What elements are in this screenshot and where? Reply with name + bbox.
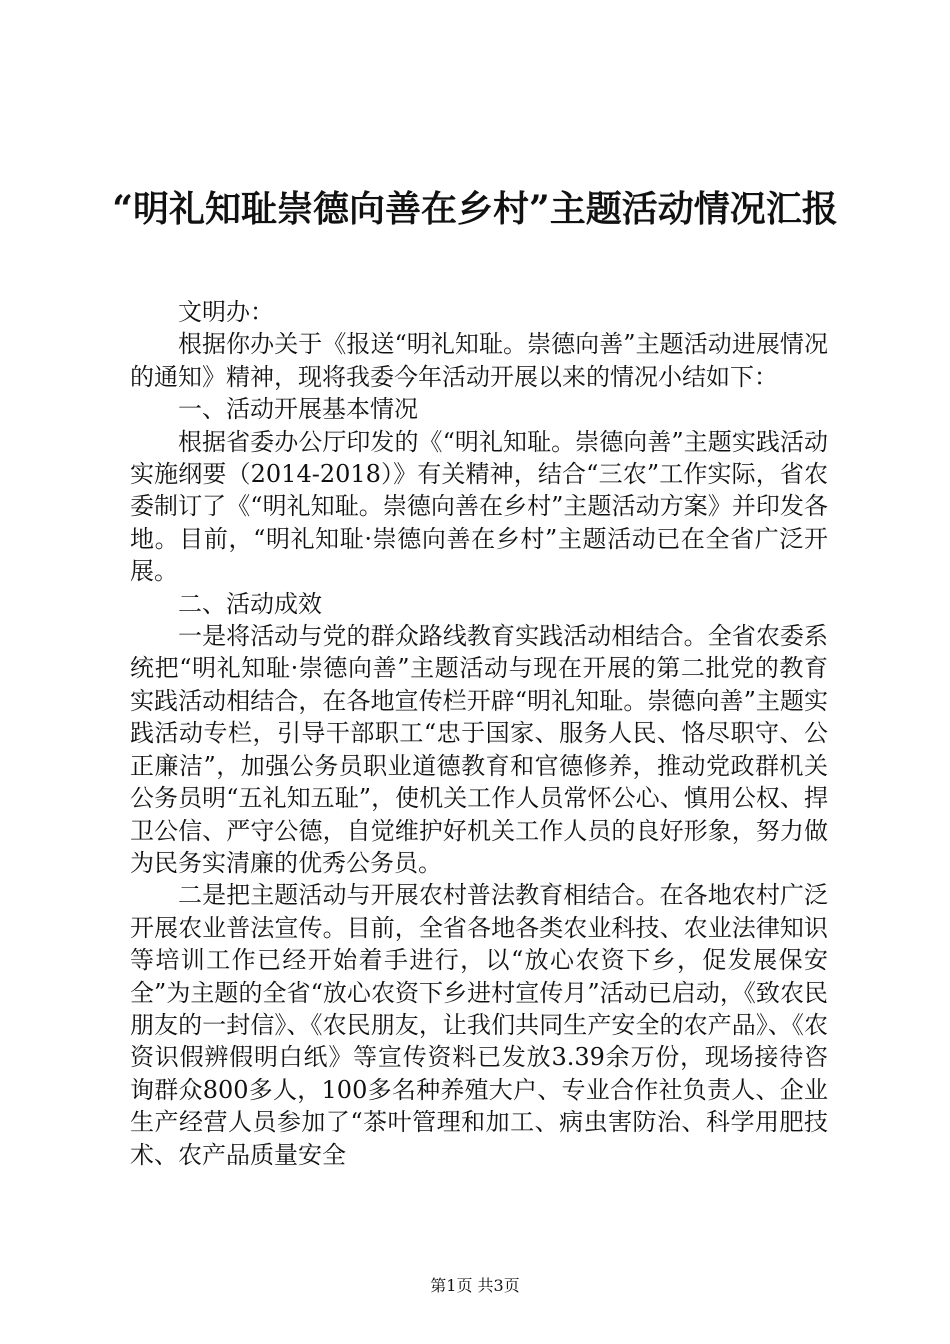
paragraph-basic-situation: 根据省委办公厅印发的《“明礼知耻。崇德向善”主题实践活动实施纲要（2014-2018）》有关精神，结合“三农”工作实际，省农委制订了《“明礼知耻。崇德向善在乡村”主题活动方案》并印发各地。目前，“明礼知耻·崇德向善在乡村”主题活动已在全省广泛开展。 [130, 427, 828, 586]
paragraph-outcome-1: 一是将活动与党的群众路线教育实践活动相结合。全省农委系统把“明礼知耻·崇德向善”主题活动与现在开展的第二批党的教育实践活动相结合，在各地宣传栏开辟“明礼知耻。崇德向善”主题实践活动专栏，引导干部职工“忠于国家、服务人民、恪尽职守、公正廉洁”，加强公务员职业道德教育和官德修养，推动党政群机关公务员明“五礼知五耻”，使机关工作人员常怀公心、慎用公权、捍卫公信、严守公德，自觉维护好机关工作人员的良好形象，努力做为民务实清廉的优秀公务员。 [130, 622, 828, 877]
section-heading-2: 二、活动成效 [178, 589, 322, 618]
paragraph-outcome-2: 二是把主题活动与开展农村普法教育相结合。在各地农村广泛开展农业普法宣传。目前，全省各地各类农业科技、农业法律知识等培训工作已经开始着手进行，以“放心农资下乡，促发展保安全”为主题的全省“放心农资下乡进村宣传月”活动已启动，《致农民朋友的一封信》、《农民朋友，让我们共同生产安全的农产品》、《农资识假辨假明白纸》等宣传资料已发放3.39余万份，现场接待咨询群众800多人，100多名种养殖大户、专业合作社负责人、企业生产经营人员参加了“茶叶管理和加工、病虫害防治、科学用肥技术、农产品质量安全 [130, 881, 828, 1169]
document-title: “明礼知耻崇德向善在乡村”主题活动情况汇报 [112, 188, 838, 230]
paragraph-intro: 根据你办关于《报送“明礼知耻。崇德向善”主题活动进展情况的通知》精神，现将我委今年活动开展以来的情况小结如下： [130, 330, 828, 391]
page-number-footer: 第1页 共3页 [430, 1276, 520, 1295]
salutation: 文明办： [178, 298, 274, 326]
document-body [130, 296, 828, 1171]
section-heading-1: 一、活动开展基本情况 [178, 395, 418, 424]
